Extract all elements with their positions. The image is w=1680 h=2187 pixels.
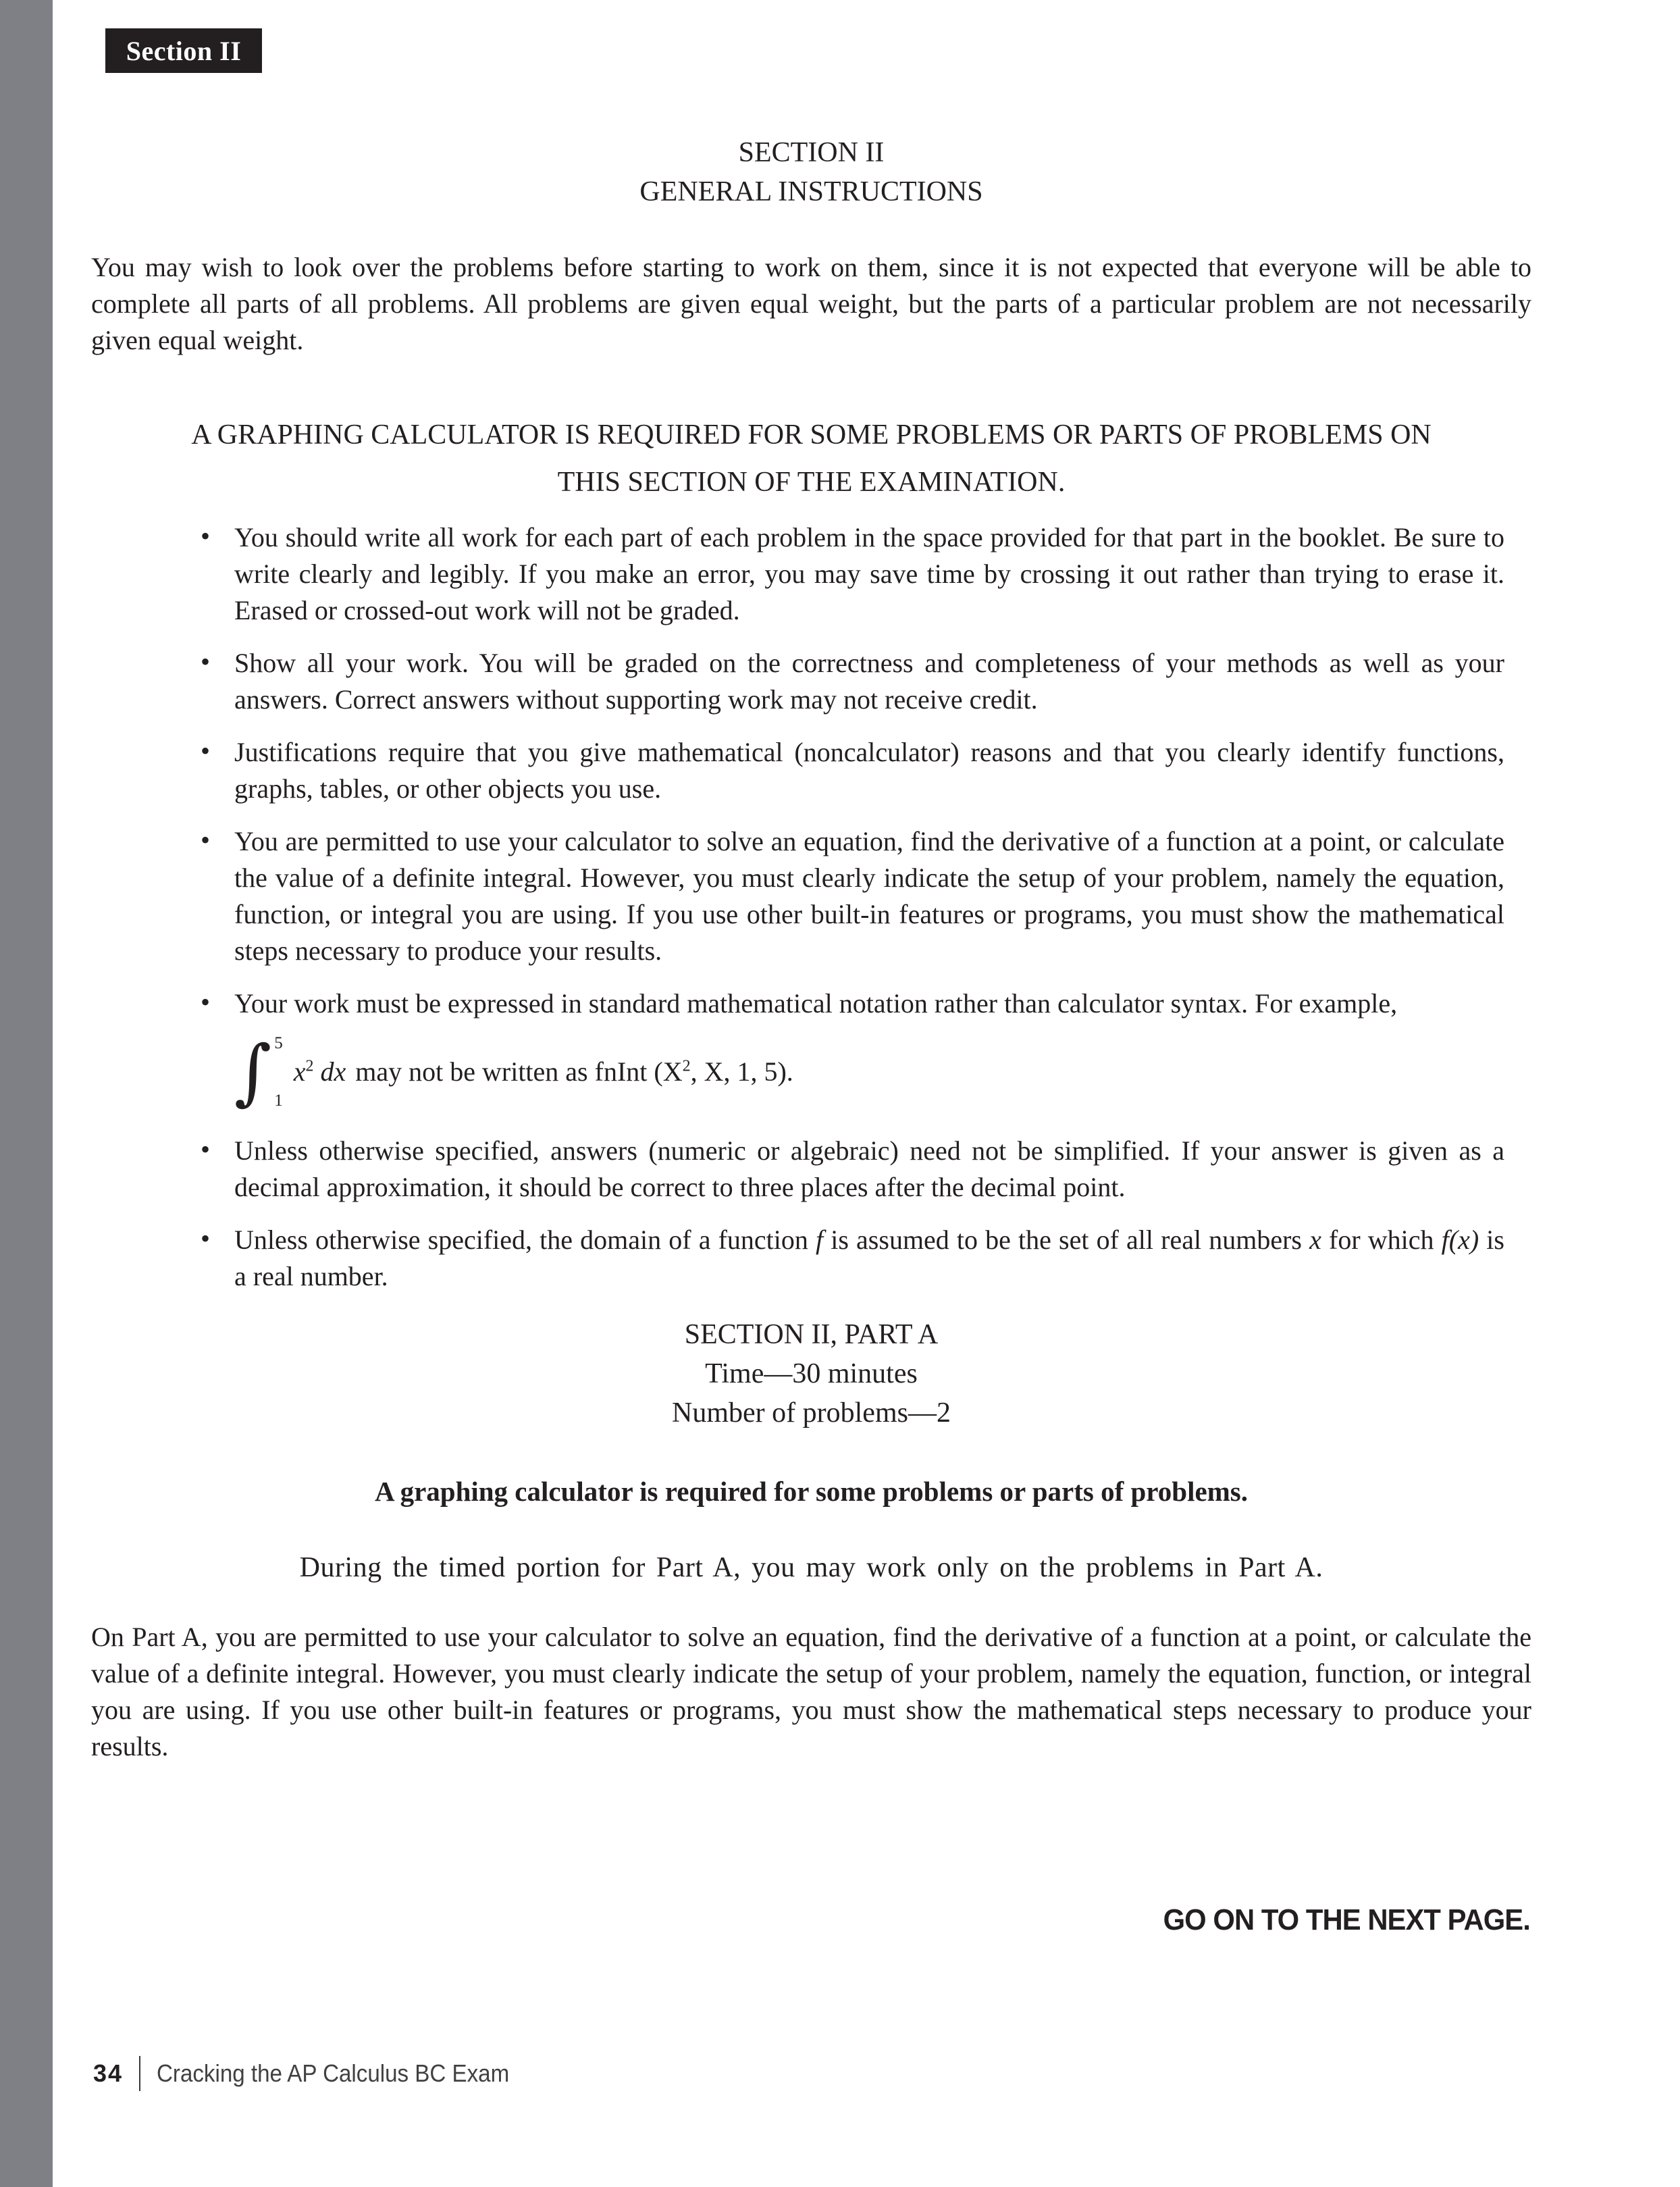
part-a-calculator-note: A graphing calculator is required for some problems or parts of problems.: [374, 1476, 1249, 1507]
integrand-dx: dx: [313, 1056, 346, 1087]
fnint-exponent: 2: [682, 1057, 691, 1075]
domain-fx-italic: f(x): [1441, 1225, 1479, 1255]
intro-paragraph: You may wish to look over the problems before starting to work on them, since it is not expected that everyone will be able to complete all parts of all problems. All problems are given equal weight, but the parts of a particular problem are not necessarily given equal weight.: [91, 252, 1531, 355]
fnint-text-pre: may not be written as fnInt (X: [355, 1056, 683, 1087]
domain-seg7: is a real number.: [234, 1225, 1504, 1291]
general-instructions-heading: [91, 133, 1531, 211]
domain-f-italic: f: [816, 1225, 824, 1255]
heading-section-ii: SECTION II: [738, 137, 885, 168]
page-footer: [93, 2056, 540, 2091]
footer-book-title: Cracking the AP Calculus BC Exam: [157, 2059, 510, 2087]
bullet-justifications: • Justifications require that you give mathematical (noncalculator) reasons and that you clearly identify functions, graphs, tables, or other objects you use.: [234, 734, 1504, 807]
bullet-domain: [234, 1222, 1504, 1295]
part-a-paragraph: On Part A, you are permitted to use your calculator to solve an equation, find the derivative of a function at a point, or calculate the value of a definite integral. However, you must clearly indicate the setup of your problem, namely the equation, function, or integral you are using. If you use other built-in features or programs, you must show the mathematical steps necessary to produce your results.: [91, 1622, 1531, 1761]
integrand-variable: x: [293, 1056, 306, 1087]
part-a-heading-problem-count: Number of problems—2: [672, 1397, 951, 1429]
part-a-heading-time: Time—30 minutes: [705, 1358, 918, 1389]
bullet-simplification: • Unless otherwise specified, answers (numeric or algebraic) need not be simplified. If your answer is given as a decimal approximation, it should be correct to three places after the decimal point.: [234, 1133, 1504, 1206]
heading-general-instructions: GENERAL INSTRUCTIONS: [639, 176, 983, 207]
calculator-required-line2: THIS SECTION OF THE EXAMINATION.: [557, 467, 1066, 498]
bullet-show-work: • Show all your work. You will be graded on the correctness and completeness of your methods as well as your answers. Correct answers without supporting work may not receive credit.: [234, 645, 1504, 718]
integral-example-row: [234, 1027, 1504, 1116]
integral-sign: ∫: [234, 1030, 272, 1113]
integrand: [294, 1054, 346, 1090]
calculator-required-line1: A GRAPHING CALCULATOR IS REQUIRED FOR SOME PROBLEMS OR PARTS OF PROBLEMS ON: [191, 419, 1432, 451]
notation-example-intro: Your work must be expressed in standard mathematical notation rather than calculator syntax. For example,: [234, 988, 1398, 1019]
instruction-bullet-list: [91, 519, 1531, 1295]
integrand-exponent: 2: [305, 1057, 314, 1075]
integral-upper-bound: 5: [274, 1034, 283, 1052]
domain-seg5: for which: [1321, 1225, 1442, 1255]
bullet-calculator-permitted: • You are permitted to use your calculator to solve an equation, find the derivative of a function at a point, or calculate the value of a definite integral. However, you must clearly indicate the setup of your problem, namely the equation, function, or integral you are using. If you use other built-in features or programs, you must show the mathematical steps necessary to produce your results.: [234, 823, 1504, 969]
footer-divider: [139, 2056, 140, 2091]
domain-seg3: is assumed to be the set of all real numbers: [823, 1225, 1310, 1255]
fnint-text-post: , X, 1, 5).: [690, 1056, 793, 1087]
calculator-required-heading: [91, 411, 1531, 506]
integral-lower-bound: 1: [274, 1091, 283, 1110]
domain-x-italic: x: [1309, 1225, 1321, 1255]
go-on-next-page-label: GO ON TO THE NEXT PAGE.: [1163, 1903, 1530, 1936]
domain-seg1: Unless otherwise specified, the domain of a function: [234, 1225, 816, 1255]
footer-page-number: 34: [93, 2059, 124, 2087]
notation-example-rest: [355, 1054, 793, 1090]
integral-bounds: [274, 1033, 283, 1110]
part-a-heading: [91, 1315, 1531, 1433]
bullet-write-all-work: • You should write all work for each part of each problem in the space provided for that part in the booklet. Be sure to write clearly and legibly. If you make an error, you may save time by crossing it out rather than trying to erase it. Erased or crossed-out work will not be graded.: [234, 519, 1504, 629]
bullet-notation-example: [234, 985, 1504, 1116]
part-a-during-note: During the timed portion for Part A, you may work only on the problems in Part A.: [299, 1552, 1323, 1583]
section-tab-label: Section II: [126, 35, 242, 66]
part-a-heading-title: SECTION II, PART A: [684, 1319, 939, 1350]
